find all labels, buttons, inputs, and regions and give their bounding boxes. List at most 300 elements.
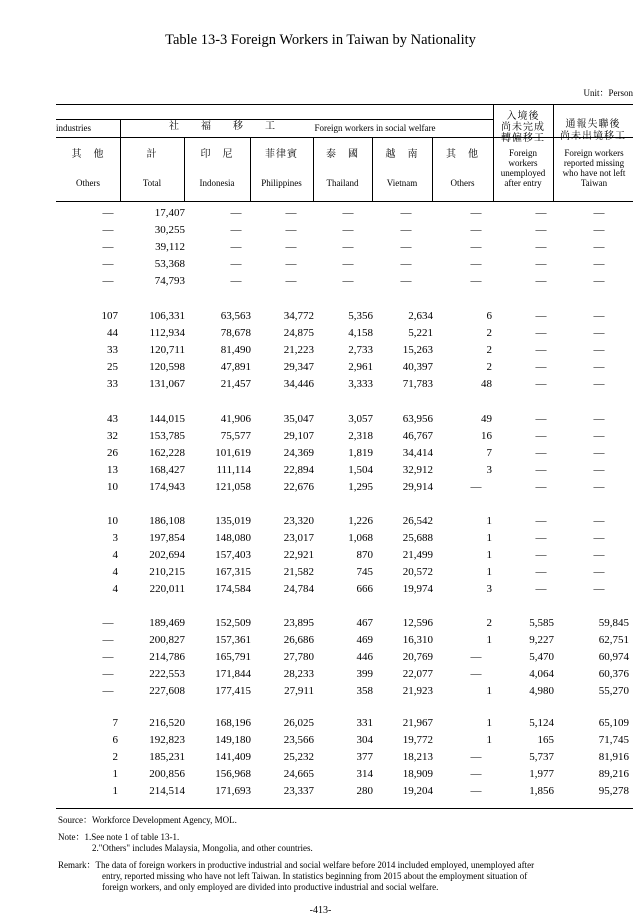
table-cell: 1 (486, 566, 492, 578)
col-vietnam-zh: 越 南 (385, 149, 419, 160)
table-cell: — (593, 378, 605, 390)
table-cell: 4 (112, 549, 118, 561)
table-cell: 5,470 (529, 651, 554, 663)
table-cell: 21,457 (220, 378, 251, 390)
table-cell: — (535, 583, 547, 595)
table-cell: 214,786 (149, 651, 185, 663)
welfare-en-label: Foreign workers in social welfare (314, 123, 436, 133)
table-cell: 78,678 (220, 327, 251, 339)
table-cell: — (593, 361, 605, 373)
table-cell: 22,894 (283, 464, 314, 476)
table-cell: — (535, 413, 547, 425)
table-cell: 74,793 (154, 275, 185, 287)
table-cell: 192,823 (149, 734, 185, 746)
table-row (56, 359, 633, 376)
table-cell: — (102, 258, 114, 270)
table-cell: 162,228 (149, 447, 185, 459)
table-cell: 75,577 (220, 430, 251, 442)
table-cell: 25 (107, 361, 118, 373)
table-cell: — (230, 241, 242, 253)
table-cell: 222,553 (149, 668, 185, 680)
table-cell: 21,923 (402, 685, 433, 697)
table-row (56, 564, 633, 581)
table-cell: 171,693 (215, 785, 251, 797)
table-cell: — (342, 241, 354, 253)
col-indonesia-zh: 印 尼 (200, 149, 234, 160)
table-row (56, 715, 633, 732)
table-cell: — (593, 344, 605, 356)
table-cell: 17,407 (154, 207, 185, 219)
table-cell: — (470, 207, 482, 219)
table-cell: 135,019 (215, 515, 251, 527)
table-cell: 156,968 (215, 768, 251, 780)
table-cell: 20,572 (402, 566, 433, 578)
table-cell: — (593, 327, 605, 339)
table-cell: 23,337 (283, 785, 314, 797)
table-cell: 189,469 (149, 617, 185, 629)
table-cell: 34,414 (402, 447, 433, 459)
table-cell: 3 (486, 464, 492, 476)
table-cell: 21,582 (283, 566, 314, 578)
table-cell: 5,124 (529, 717, 554, 729)
table-cell: — (593, 241, 605, 253)
table-cell: 157,361 (215, 634, 251, 646)
table-row (56, 632, 633, 649)
table-cell: 71,783 (402, 378, 433, 390)
unemployed-zh-2: 尚未完成 (501, 122, 545, 133)
table-cell: 32 (107, 430, 118, 442)
table-cell: 21,967 (402, 717, 433, 729)
table-cell: — (470, 275, 482, 287)
table-cell: 185,231 (149, 751, 185, 763)
table-cell: — (593, 224, 605, 236)
table-cell: — (230, 275, 242, 287)
table-cell: 220,011 (149, 583, 185, 595)
header-sub-rule (56, 119, 493, 120)
table-cell: 23,320 (283, 515, 314, 527)
col-indonesia-en: Indonesia (199, 178, 235, 188)
table-cell: 24,369 (283, 447, 314, 459)
table-cell: 48 (481, 378, 492, 390)
table-cell: — (102, 207, 114, 219)
table-cell: — (593, 464, 605, 476)
col-others-welfare-zh: 其 他 (446, 149, 479, 160)
table-cell: 4 (112, 583, 118, 595)
table-cell: 2,733 (348, 344, 373, 356)
table-cell: 23,566 (283, 734, 314, 746)
table-cell: — (342, 275, 354, 287)
col-others-industries-en: Others (76, 178, 100, 188)
table-cell: 469 (356, 634, 373, 646)
table-cell: — (400, 258, 412, 270)
table-cell: — (535, 481, 547, 493)
table-cell: 177,415 (215, 685, 251, 697)
table-cell: 101,619 (215, 447, 251, 459)
table-cell: — (230, 224, 242, 236)
col-others-industries-zh: 其 他 (71, 149, 105, 160)
table-cell: — (535, 224, 547, 236)
table-top-rule (56, 104, 633, 105)
missing-zh-1: 通報失聯後 (565, 119, 621, 130)
table-cell: — (470, 651, 482, 663)
table-row (56, 615, 633, 632)
table-cell: 106,331 (149, 310, 185, 322)
table-cell: 467 (356, 617, 373, 629)
col-philippines-en: Philippines (261, 178, 302, 188)
table-cell: 197,854 (149, 532, 185, 544)
table-cell: 5,737 (529, 751, 554, 763)
table-cell: 666 (356, 583, 373, 595)
table-row (56, 530, 633, 547)
table-cell: 81,916 (598, 751, 629, 763)
table-cell: 167,315 (215, 566, 251, 578)
table-cell: 148,080 (215, 532, 251, 544)
table-cell: 200,827 (149, 634, 185, 646)
table-cell: 399 (356, 668, 373, 680)
table-cell: 24,784 (283, 583, 314, 595)
table-cell: — (102, 685, 114, 697)
table-cell: 33 (107, 344, 118, 356)
table-cell: 1 (112, 768, 118, 780)
table-cell: — (593, 583, 605, 595)
table-cell: 1 (486, 634, 492, 646)
table-cell: — (285, 258, 297, 270)
table-cell: — (535, 430, 547, 442)
table-cell: — (400, 207, 412, 219)
table-cell: — (593, 207, 605, 219)
table-cell: 81,490 (220, 344, 251, 356)
table-cell: — (470, 258, 482, 270)
table-cell: 4,980 (529, 685, 554, 697)
table-row (56, 479, 633, 496)
table-cell: 6 (112, 734, 118, 746)
table-cell: — (102, 241, 114, 253)
table-cell: 5,221 (408, 327, 433, 339)
table-cell: — (593, 515, 605, 527)
table-cell: 171,844 (215, 668, 251, 680)
col-total-en: Total (142, 178, 162, 188)
col-thailand-zh: 泰 國 (326, 149, 359, 160)
table-cell: 35,047 (283, 413, 314, 425)
table-cell: 165,791 (215, 651, 251, 663)
table-cell: 121,058 (215, 481, 251, 493)
table-cell: 24,875 (283, 327, 314, 339)
unemployed-zh-3: 轉僱移工 (501, 133, 545, 144)
table-cell: 165 (537, 734, 554, 746)
table-cell: 168,427 (149, 464, 185, 476)
table-cell: 5,585 (529, 617, 554, 629)
table-row (56, 256, 633, 273)
table-cell: 1,856 (529, 785, 554, 797)
unemployed-zh-1: 入境後 (506, 111, 540, 122)
table-cell: 15,263 (402, 344, 433, 356)
table-cell: — (285, 207, 297, 219)
table-cell: 2,634 (408, 310, 433, 322)
table-row (56, 376, 633, 393)
vline (313, 137, 314, 201)
vline (372, 137, 373, 201)
table-cell: — (593, 447, 605, 459)
table-cell: 40,397 (402, 361, 433, 373)
table-row (56, 342, 633, 359)
table-cell: — (470, 751, 482, 763)
table-cell: 2 (112, 751, 118, 763)
table-cell: 28,233 (283, 668, 314, 680)
table-cell: 377 (356, 751, 373, 763)
col-others-welfare-en: Others (450, 178, 475, 188)
unit-label: Unit：Person (583, 88, 633, 98)
table-cell: — (400, 275, 412, 287)
table-cell: 49 (481, 413, 492, 425)
table-cell: — (470, 768, 482, 780)
table-cell: 1,504 (348, 464, 373, 476)
table-cell: 29,107 (283, 430, 314, 442)
table-cell: — (342, 224, 354, 236)
table-cell: 16,310 (402, 634, 433, 646)
table-cell: 3 (112, 532, 118, 544)
table-cell: 6 (486, 310, 492, 322)
table-cell: 2 (486, 361, 492, 373)
table-cell: 200,856 (149, 768, 185, 780)
table-cell: — (593, 430, 605, 442)
table-cell: 41,906 (220, 413, 251, 425)
table-cell: 3,333 (348, 378, 373, 390)
table-cell: 131,067 (149, 378, 185, 390)
table-cell: 24,665 (283, 768, 314, 780)
table-cell: — (535, 327, 547, 339)
table-cell: 27,780 (283, 651, 314, 663)
table-cell: — (285, 224, 297, 236)
table-cell: 2,961 (348, 361, 373, 373)
table-cell: — (535, 378, 547, 390)
table-cell: — (102, 275, 114, 287)
table-cell: 20,769 (402, 651, 433, 663)
table-row (56, 766, 633, 783)
table-cell: — (535, 515, 547, 527)
table-cell: — (593, 566, 605, 578)
table-cell: 112,934 (149, 327, 185, 339)
table-cell: 2 (486, 617, 492, 629)
table-cell: 22,921 (283, 549, 314, 561)
table-cell: 60,376 (598, 668, 629, 680)
table-cell: 7 (112, 717, 118, 729)
table-row (56, 666, 633, 683)
table-cell: 1,977 (529, 768, 554, 780)
unemployed-en: Foreign workers unemployed after entry (500, 148, 546, 188)
table-cell: — (342, 258, 354, 270)
table-cell: 43 (107, 413, 118, 425)
table-cell: 29,914 (402, 481, 433, 493)
table-row (56, 581, 633, 598)
table-bottom-rule (56, 808, 633, 809)
table-cell: 1 (486, 717, 492, 729)
table-cell: 12,596 (402, 617, 433, 629)
table-cell: — (593, 549, 605, 561)
table-cell: 144,015 (149, 413, 185, 425)
table-cell: — (470, 785, 482, 797)
table-cell: — (102, 224, 114, 236)
table-cell: 13 (107, 464, 118, 476)
table-cell: 120,711 (149, 344, 185, 356)
vline (250, 137, 251, 201)
table-cell: — (470, 481, 482, 493)
table-cell: 4 (112, 566, 118, 578)
table-cell: 1 (486, 515, 492, 527)
table-cell: 4,158 (348, 327, 373, 339)
page-title: Table 13-3 Foreign Workers in Taiwan by Nationality (165, 32, 476, 48)
table-cell: 30,255 (154, 224, 185, 236)
table-cell: 63,563 (220, 310, 251, 322)
table-cell: 202,694 (149, 549, 185, 561)
table-cell: — (593, 258, 605, 270)
table-cell: 19,772 (402, 734, 433, 746)
table-cell: 29,347 (283, 361, 314, 373)
table-cell: 10 (107, 481, 118, 493)
table-cell: 60,974 (598, 651, 629, 663)
table-cell: 3,057 (348, 413, 373, 425)
remark-line-1: Remark：The data of foreign workers in productive industrial and social welfare before 2014 included employed, unemployed after (58, 860, 535, 870)
table-cell: 168,196 (215, 717, 251, 729)
table-row (56, 783, 633, 800)
table-cell: — (593, 481, 605, 493)
table-cell: 2,318 (348, 430, 373, 442)
table-cell: 53,368 (154, 258, 185, 270)
table-cell: 157,403 (215, 549, 251, 561)
table-cell: 32,912 (402, 464, 433, 476)
table-cell: 59,845 (598, 617, 629, 629)
table-cell: 65,109 (598, 717, 629, 729)
table-cell: 21,223 (283, 344, 314, 356)
table-cell: 19,974 (402, 583, 433, 595)
table-cell: 34,772 (283, 310, 314, 322)
table-cell: 21,499 (402, 549, 433, 561)
table-cell: 358 (356, 685, 373, 697)
table-row (56, 513, 633, 530)
table-row (56, 411, 633, 428)
table-cell: — (470, 241, 482, 253)
vline (553, 104, 554, 201)
table-cell: 18,909 (402, 768, 433, 780)
table-row (56, 222, 633, 239)
table-cell: — (535, 549, 547, 561)
table-cell: 3 (486, 583, 492, 595)
table-row (56, 273, 633, 290)
table-cell: 331 (356, 717, 373, 729)
table-cell: — (102, 617, 114, 629)
source-note: Source：Workforce Development Agency, MOL. (58, 815, 237, 825)
table-cell: — (593, 532, 605, 544)
industries-label: industries (56, 123, 91, 133)
table-cell: 216,520 (149, 717, 185, 729)
missing-en: Foreign workers reported missing who have not left Taiwan (562, 148, 626, 188)
table-row (56, 649, 633, 666)
table-cell: 4,064 (529, 668, 554, 680)
table-cell: 304 (356, 734, 373, 746)
table-cell: 33 (107, 378, 118, 390)
table-cell: 7 (486, 447, 492, 459)
table-cell: — (285, 241, 297, 253)
table-cell: 22,077 (402, 668, 433, 680)
page-number: -413- (309, 905, 332, 916)
table-cell: 120,598 (149, 361, 185, 373)
table-cell: 39,112 (155, 241, 185, 253)
table-cell: — (342, 207, 354, 219)
table-cell: 280 (356, 785, 373, 797)
table-row (56, 205, 633, 222)
table-cell: 5,356 (348, 310, 373, 322)
table-cell: — (535, 566, 547, 578)
table-cell: — (470, 668, 482, 680)
table-cell: 62,751 (598, 634, 629, 646)
table-cell: 174,943 (149, 481, 185, 493)
table-cell: 1 (486, 549, 492, 561)
table-cell: 2 (486, 327, 492, 339)
table-cell: — (230, 207, 242, 219)
table-cell: 71,745 (598, 734, 629, 746)
table-cell: — (535, 361, 547, 373)
table-cell: 446 (356, 651, 373, 663)
header-bottom-rule (56, 201, 633, 202)
remark-line-3: foreign workers, and only employed are divided into productive industrial and social welfare. (102, 882, 439, 892)
table-cell: — (593, 310, 605, 322)
table-cell: 47,891 (220, 361, 251, 373)
table-cell: 63,956 (402, 413, 433, 425)
table-cell: 19,204 (402, 785, 433, 797)
table-cell: — (230, 258, 242, 270)
table-cell: 153,785 (149, 430, 185, 442)
col-total-zh: 計 (146, 149, 158, 160)
table-cell: — (102, 651, 114, 663)
table-cell: 26,686 (283, 634, 314, 646)
table-cell: 152,509 (215, 617, 251, 629)
table-cell: 2 (486, 344, 492, 356)
table-cell: — (535, 344, 547, 356)
table-cell: 149,180 (215, 734, 251, 746)
table-row (56, 683, 633, 700)
vline (120, 119, 121, 201)
table-cell: 16 (481, 430, 492, 442)
table-cell: 1 (486, 532, 492, 544)
table-row (56, 462, 633, 479)
table-cell: — (102, 634, 114, 646)
col-thailand-en: Thailand (326, 178, 359, 188)
table-cell: 27,911 (284, 685, 314, 697)
table-cell: 34,446 (283, 378, 314, 390)
table-cell: 95,278 (598, 785, 629, 797)
table-cell: 89,216 (598, 768, 629, 780)
table-cell: 1,819 (348, 447, 373, 459)
table-row (56, 445, 633, 462)
table-cell: 46,767 (402, 430, 433, 442)
table-cell: 1,295 (348, 481, 373, 493)
table-cell: 26,025 (283, 717, 314, 729)
table-cell: — (470, 224, 482, 236)
table-cell: — (285, 275, 297, 287)
table-cell: — (535, 310, 547, 322)
table-cell: 1 (112, 785, 118, 797)
table-cell: — (400, 241, 412, 253)
table-cell: — (535, 207, 547, 219)
vline (184, 137, 185, 201)
table-cell: — (593, 413, 605, 425)
table-cell: 9,227 (529, 634, 554, 646)
welfare-zh-label: 社 福 移 工 (169, 121, 281, 132)
table-cell: 1,226 (348, 515, 373, 527)
table-row (56, 749, 633, 766)
table-cell: 25,688 (402, 532, 433, 544)
note-2: 2."Others" includes Malaysia, Mongolia, and other countries. (92, 843, 313, 853)
table-cell: 26,542 (402, 515, 433, 527)
